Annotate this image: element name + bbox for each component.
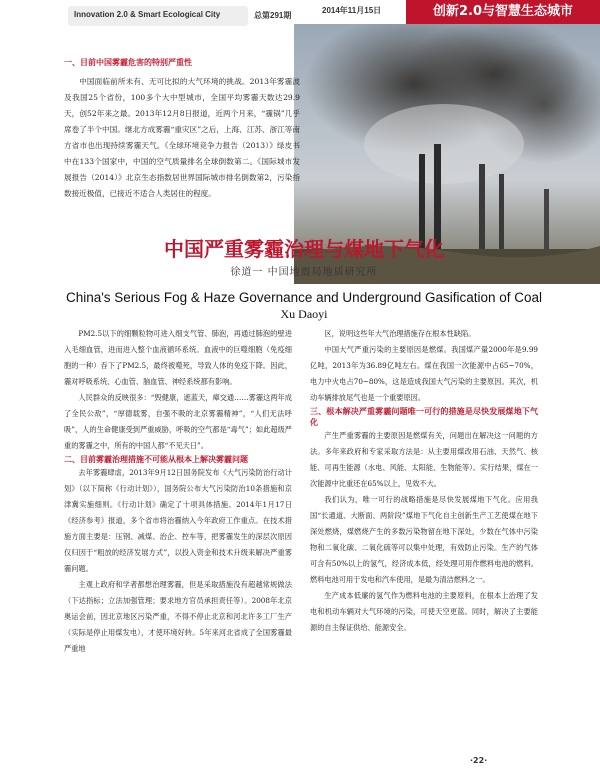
paragraph: 人民群众的反映很多：“毁健康，遮蓝天，瘴交通……雾霾这两年成了全民公敌”，“厚德载雾，自强不吸的北京雾霾精神”，“人们无法呼吸”，人的生命健康受到严重威胁，呼吸的空气都是“毒气”；如此超级严重的雾霾之中，所有的中国人都“不见天日”。 [64,393,292,450]
article-title: 中国严重雾霾治理与煤地下气化 [164,237,444,261]
paragraph: 产生严重雾霾的主要原因是燃煤有关，问题出在解决这一问题的方法。多年来政府和专家采取方法是：从主要用煤改用石油、天然气、核能、可再生能源（水电、风能、太阳能、生物能等）。实行结果，煤在一次能源中比重还在65%以上，见效不大。 [310,431,538,488]
section-heading-2: 二、目前雾霾治理措施不可能从根本上解决雾霾问题 [64,455,248,464]
author-line: 徐道一 中国地震局地质研究所 [230,267,378,278]
intro-heading: 一、目前中国雾霾危害的特别严重性 [64,58,192,67]
section-heading-3: 三、根本解决严重雾霾问题唯一可行的措施是尽快发展煤地下气化 [310,407,538,427]
paragraph: 主观上政府和学者都想治理雾霾，但是采取措施没有超越常规做法（下达指标；立法加强管理；要求地方官员承担责任等）。2008年北京奥运会前，因北京地区污染严重，不得不停止北京和河北许多工厂生产（实际是停止用煤发电），才使环境好转。5年来河北省成了全国雾霾最严重地 [64,580,292,653]
paragraph: 去年雾霾肆虐，2013年9月12日国务院发布《大气污染防治行动计划》（以下简称《行动计划》），国务院公布大气污染防治10条措施和京津冀实施细则。《行动计划》确定了十项具体措施。2014年1月17日《经济参考》报道，多个省市将治霾纳入今年政府工作重点。在技术措施方面主要是：压钢、减煤、治企、控车等，把雾霾发生的深层次原因仅归因于“粗放的经济发展方式”，以投入资金和技术升级来解决严重雾霾问题。 [64,468,292,573]
issue-number: 总第291期 [254,11,292,20]
paragraph: 中国大气严重污染的主要原因是燃煤。我国煤产量2000年是9.99亿吨，2013年为36.89亿吨左右。煤在我国一次能源中占65~70%，电力中火电占70~80%，这是造成我国大气污染的主要原因。其次，机动车辆排放尾气也是一个重要原因。 [310,345,538,402]
section-banner: 创新2.0与智慧生态城市 [406,0,600,24]
english-title: China's Serious Fog & Haze Governance and Underground Gasification of Coal [65,290,543,305]
english-author: Xu Daoyi [280,307,328,321]
paragraph: 区，说明这些年大气治理措施存在根本性缺陷。 [324,329,476,338]
paragraph: PM2.5以下的细颗粒物可进入细支气管、肺泡，再通过肺泡的壁进入毛细血管，进而进入整个血液循环系统。血液中的巨噬细胞（免疫细胞的一种）吞下了PM2.5，最终被噬死，导致人体的免疫下降。因此，霾对呼吸系统、心血管、脑血管、神经系统都有影响。 [64,329,292,386]
issue-date: 2014年11月15日 [322,6,382,15]
intro-paragraph: 中国面临前所未有、无可比拟的大气环境的挑战。2013年雾霾波及我国25个省份，100多个大中型城市，全国平均雾霾天数达29.9天，创52年来之最。2013年12月8日报道，近两个月来，“霾锅”几乎席卷了半个中国。继北方成雾霾“重灾区”之后，上海、江苏、浙江等南方省市也出现持续雾霾天气。《全球环境竞争力报告（2013）》绿皮书中在133个国家中，中国的空气质量排名全球倒数第二。《国际城市发展报告（2014）》北京生态指数居世界国际城市排名倒数第2，污染指数接近极值，已接近不适合人类居住的程度。 [64,77,300,198]
right-column [310,326,538,636]
paragraph: 生产成本低廉的氢气作为燃料电池的主要原料，在根本上治理了发电和机动车辆对大气环境的污染，可使天空更蓝。同时，解决了主要能源的自主保证供给、能源安全。 [310,591,538,632]
journal-name: Innovation 2.0 & Smart Ecological City [74,10,221,19]
left-column [64,326,292,657]
paragraph: 我们认为，唯一可行的战略措施是尽快发展煤地下气化。应用我国“长通道、大断面、两阶段”煤地下气化自主创新生产工艺使煤在地下深处燃烧，煤燃烧产生的多数污染物留在地下深处，少数在气体中污染物和二氧化碳、二氧化硫等可以集中处理，有效防止污染。生产的气体可含有50%以上的氢气，经济成本低，经处理可用作燃料电池的燃料。燃料电池可用于发电和汽车使用，是最为清洁燃料之一。 [310,495,538,584]
page-footer: ·22· [470,756,488,765]
